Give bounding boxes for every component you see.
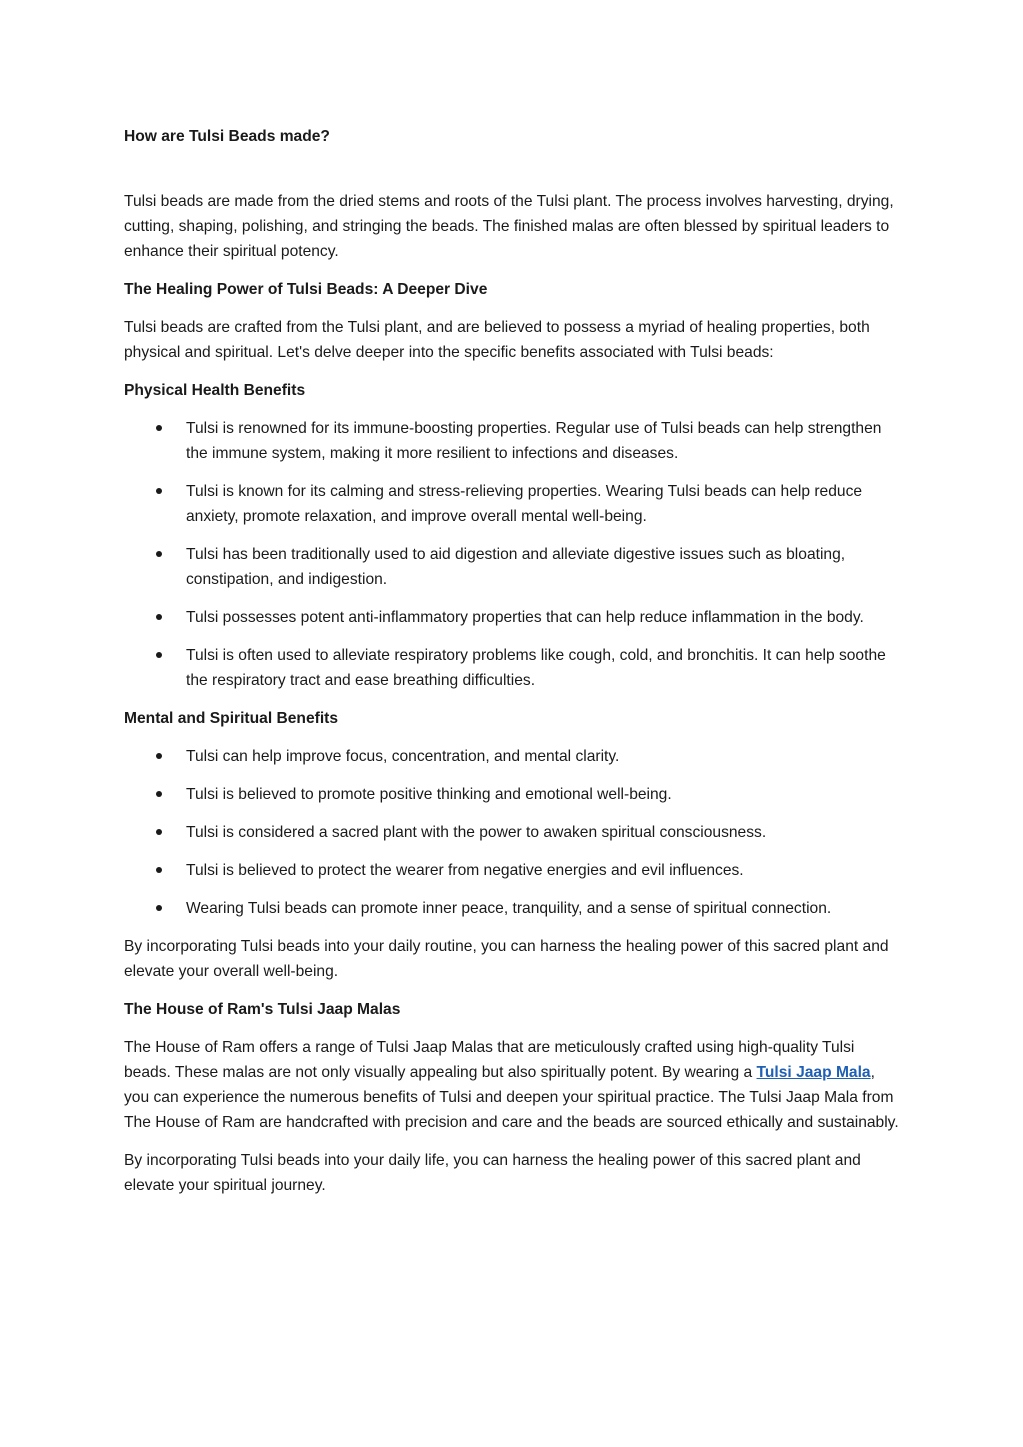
document-page [124, 124, 899, 1211]
healing-heading: The Healing Power of Tulsi Beads: A Deeper Dive [124, 281, 488, 298]
list-item-text: Tulsi has been traditionally used to aid digestion and alleviate digestive issues such as bloating, constipation, and indigestion. [186, 546, 846, 588]
mental-benefits-list [124, 744, 899, 921]
bullet-icon [156, 652, 162, 658]
list-item [124, 782, 899, 807]
list-item-text: Tulsi is believed to promote positive thinking and emotional well-being. [186, 786, 672, 803]
list-item [124, 542, 899, 592]
list-item [124, 744, 899, 769]
house-of-ram-paragraph [124, 1035, 899, 1135]
physical-benefits-heading: Physical Health Benefits [124, 382, 306, 399]
mental-benefits-heading: Mental and Spiritual Benefits [124, 710, 339, 727]
bullet-icon [156, 488, 162, 494]
closing-paragraph: By incorporating Tulsi beads into your daily life, you can harness the healing power of this sacred plant and elevate your spiritual journey. [124, 1152, 861, 1194]
routine-paragraph: By incorporating Tulsi beads into your daily routine, you can harness the healing power of this sacred plant and elevate your overall well-being. [124, 938, 889, 980]
intro-paragraph: Tulsi beads are made from the dried stems and roots of the Tulsi plant. The process involves harvesting, drying, cutting, shaping, polishing, and stringing the beads. The finished malas are often blessed by spiritual leaders to enhance their spiritual potency. [124, 193, 894, 260]
list-item [124, 605, 899, 630]
healing-paragraph: Tulsi beads are crafted from the Tulsi plant, and are believed to possess a myriad of healing properties, both physical and spiritual. Let's delve deeper into the specific benefits associated with Tulsi beads: [124, 319, 870, 361]
list-item-text: Tulsi can help improve focus, concentration, and mental clarity. [186, 748, 620, 765]
list-item [124, 858, 899, 883]
list-item [124, 416, 899, 466]
bullet-icon [156, 867, 162, 873]
tulsi-jaap-mala-link[interactable]: Tulsi Jaap Mala [756, 1064, 871, 1081]
bullet-icon [156, 551, 162, 557]
list-item-text: Tulsi is renowned for its immune-boosting properties. Regular use of Tulsi beads can help strengthen the immune system, making it more resilient to infections and diseases. [186, 420, 882, 462]
house-text-before: The House of Ram offers a range of Tulsi Jaap Malas that are meticulously crafted using high-quality Tulsi beads. These malas are not only visually appealing but also spiritually potent. By wearing a [124, 1039, 855, 1081]
house-of-ram-heading: The House of Ram's Tulsi Jaap Malas [124, 1001, 401, 1018]
bullet-icon [156, 614, 162, 620]
list-item-text: Tulsi is believed to protect the wearer from negative energies and evil influences. [186, 862, 744, 879]
list-item-text: Tulsi is often used to alleviate respiratory problems like cough, cold, and bronchitis. It can help soothe the respiratory tract and ease breathing difficulties. [186, 647, 886, 689]
list-item-text: Tulsi is considered a sacred plant with the power to awaken spiritual consciousness. [186, 824, 767, 841]
list-item-text: Wearing Tulsi beads can promote inner peace, tranquility, and a sense of spiritual connection. [186, 900, 832, 917]
list-item [124, 820, 899, 845]
list-item [124, 479, 899, 529]
house-text-after: , you can experience the numerous benefits of Tulsi and deepen your spiritual practice. The Tulsi Jaap Mala from The House of Ram are handcrafted with precision and care and the beads are sourced ethically and sustainably. [124, 1064, 899, 1131]
list-item-text: Tulsi possesses potent anti-inflammatory properties that can help reduce inflammation in the body. [186, 609, 864, 626]
bullet-icon [156, 753, 162, 759]
bullet-icon [156, 791, 162, 797]
physical-benefits-list [124, 416, 899, 693]
document-title: How are Tulsi Beads made? [124, 128, 330, 145]
list-item-text: Tulsi is known for its calming and stress-relieving properties. Wearing Tulsi beads can help reduce anxiety, promote relaxation, and improve overall mental well-being. [186, 483, 863, 525]
list-item [124, 896, 899, 921]
bullet-icon [156, 905, 162, 911]
list-item [124, 643, 899, 693]
bullet-icon [156, 829, 162, 835]
bullet-icon [156, 425, 162, 431]
